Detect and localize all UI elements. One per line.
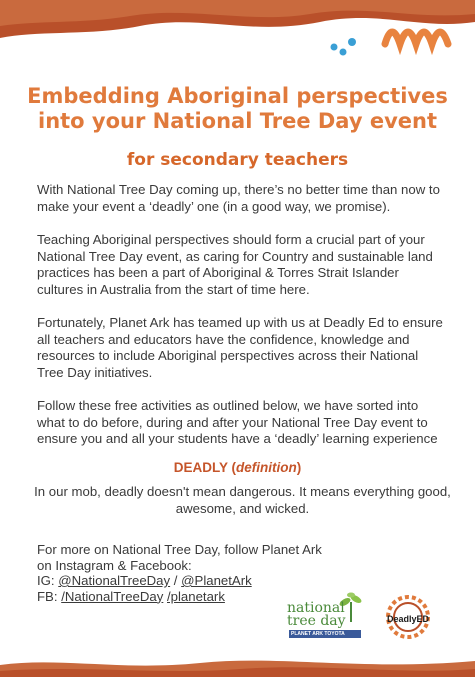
paragraph: Teaching Aboriginal perspectives should form a crucial part of your National Tree Day event, as caring for Country and sustainable land practices has been a part of Aboriginal & Torres Strait Islander cultures in Australia from the start of time here.: [37, 232, 433, 297]
definition-label: definition: [236, 460, 297, 475]
follow-intro: For more on National Tree Day, follow Planet Ark on Instagram & Facebook:: [37, 542, 322, 573]
paragraph: With National Tree Day coming up, there’s no better time than now to make your event a ‘deadly’ one (in a good way, we promise).: [37, 182, 440, 214]
instagram-line: [37, 573, 337, 589]
header-wave-decoration: [0, 0, 475, 80]
fb-planetark-link[interactable]: /planetark: [167, 588, 225, 604]
definition-text: In our mob, deadly doesn't mean dangerous. It means everything good, awesome, and wicked.: [34, 484, 451, 516]
ntd-line-2: tree day: [287, 613, 346, 629]
fb-nationaltreeday-link[interactable]: /NationalTreeDay: [61, 588, 164, 604]
paragraph: Fortunately, Planet Ark has teamed up with us at Deadly Ed to ensure all teachers and educators have the confidence, knowledge and resources to include Aboriginal perspectives across their National Tree Day initiatives.: [37, 315, 443, 380]
deadly-ed-wordmark: DeadlyED: [386, 614, 430, 624]
intro-body: [37, 182, 447, 465]
title-line-1: Embedding Aboriginal perspectives: [27, 84, 448, 108]
title-line-2: into your National Tree Day event: [38, 109, 437, 133]
paragraph: Follow these free activities as outlined below, we have sorted into what to do before, during and after your National Tree Day event to ensure you and all your students have a ‘deadly’ learning experience: [37, 398, 438, 446]
deadly-ed-logo: [378, 592, 438, 642]
ig-prefix: IG:: [37, 573, 55, 588]
ig-planetark-link[interactable]: @PlanetArk: [181, 573, 252, 588]
ig-nationaltreeday-link[interactable]: @NationalTreeDay: [58, 573, 171, 588]
page-title: [20, 84, 455, 134]
ntd-line-1: national: [287, 600, 345, 616]
fb-prefix: FB:: [37, 588, 58, 604]
separator: /: [173, 573, 178, 588]
definition-word: DEADLY: [173, 460, 228, 475]
sponsor-bar: PLANET ARK TOYOTA: [289, 630, 361, 638]
definition-heading: DEADLY (definition): [173, 460, 302, 475]
page-subtitle: for secondary teachers: [126, 150, 349, 170]
footer-wave-decoration: [0, 637, 475, 677]
